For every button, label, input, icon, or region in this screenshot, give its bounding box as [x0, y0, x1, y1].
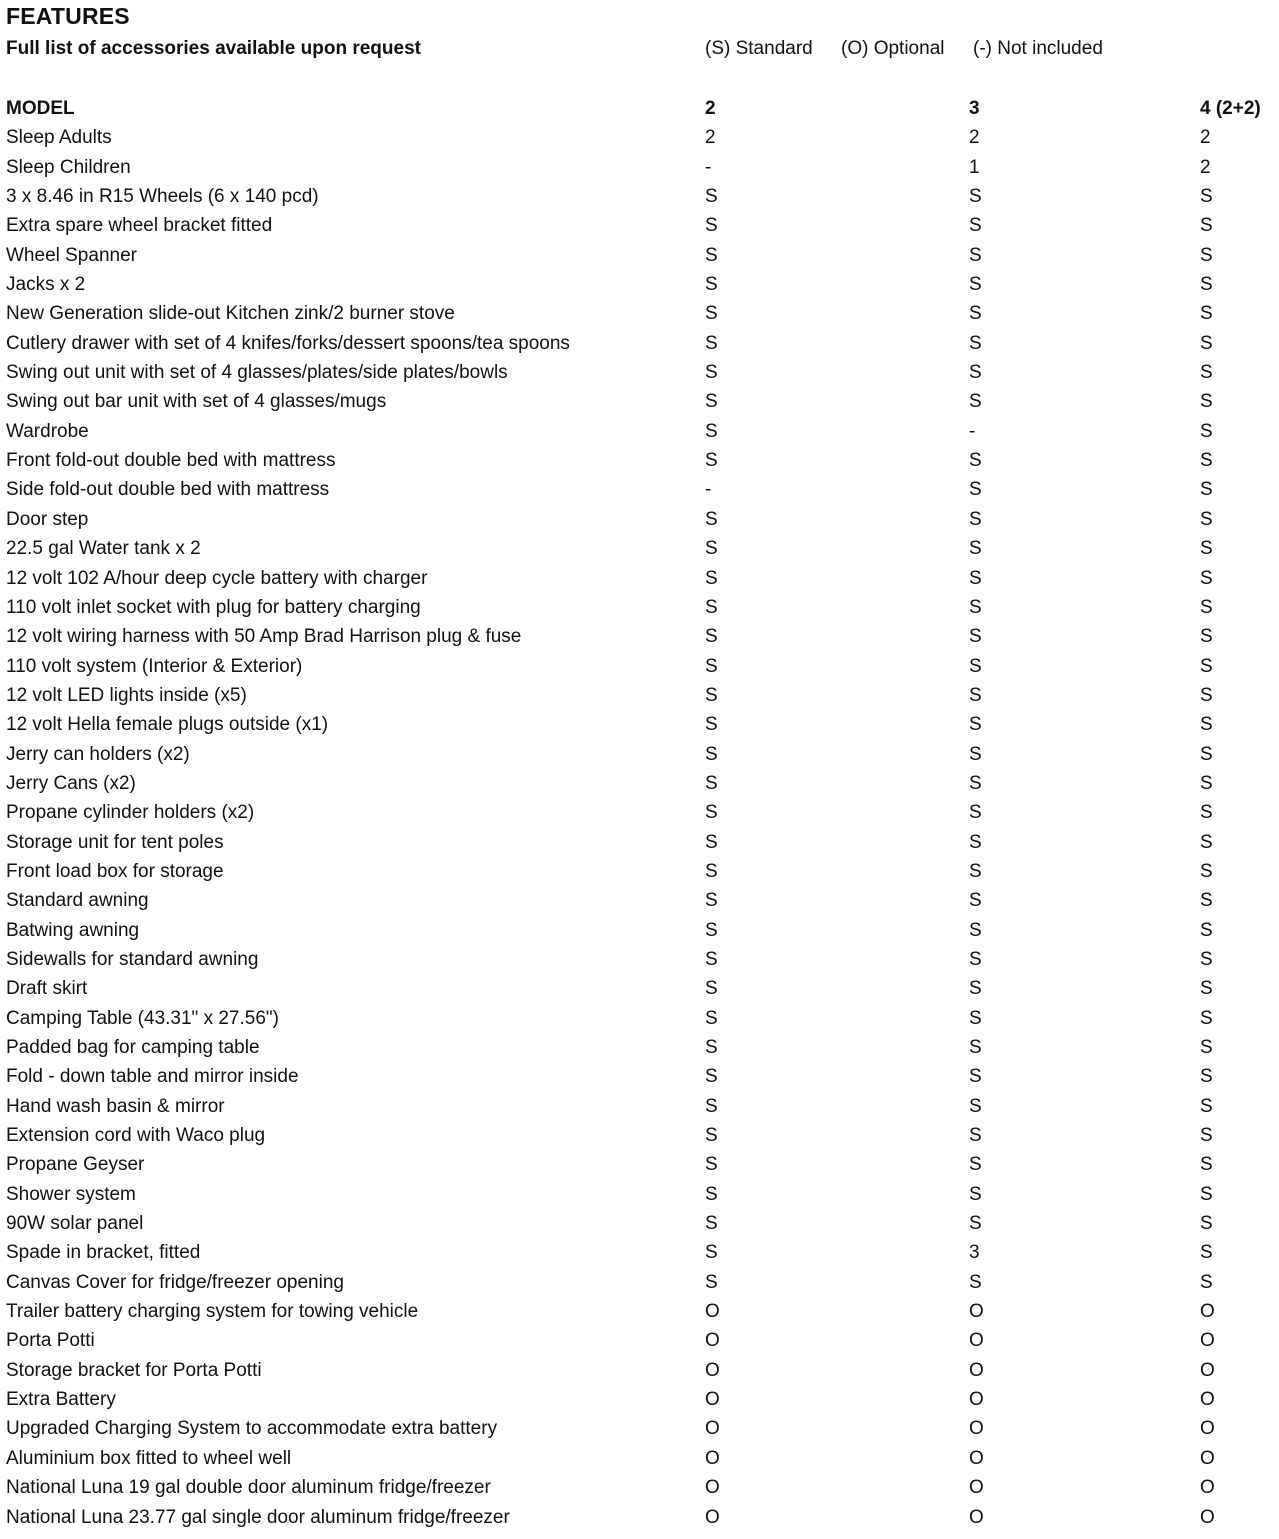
model-2-value: S	[705, 303, 718, 325]
model-2-value: S	[705, 743, 718, 765]
model-2-value: O	[705, 1447, 720, 1469]
feature-name: Storage bracket for Porta Potti	[6, 1359, 262, 1381]
model-3-value: S	[969, 714, 982, 736]
feature-name: Jacks x 2	[6, 274, 86, 296]
model-4-value: S	[1200, 1183, 1213, 1205]
table-row	[0, 211, 1279, 240]
model-2-value: S	[705, 860, 718, 882]
model-3-value: -	[969, 420, 976, 442]
table-row	[0, 1503, 1279, 1532]
model-4-value: S	[1200, 303, 1213, 325]
model-2-value: S	[705, 978, 718, 1000]
table-row	[0, 1268, 1279, 1297]
model-3-value: S	[969, 450, 982, 472]
model-4-value: S	[1200, 1242, 1213, 1264]
model-3-value: O	[969, 1506, 984, 1528]
feature-name: Wheel Spanner	[6, 244, 137, 266]
table-row	[0, 417, 1279, 446]
feature-name: Extra Battery	[6, 1389, 116, 1411]
feature-name: Padded bag for camping table	[6, 1037, 260, 1058]
model-4-value: S	[1200, 1271, 1213, 1293]
table-row	[0, 1092, 1279, 1121]
model-2-value: O	[705, 1418, 720, 1440]
feature-name: 90W solar panel	[6, 1213, 144, 1235]
model-2-value: O	[705, 1506, 720, 1528]
table-row	[0, 622, 1279, 651]
feature-name: Sidewalls for standard awning	[6, 948, 259, 970]
table-row	[0, 798, 1279, 827]
model-4-value: O	[1200, 1477, 1215, 1499]
model-2-value: O	[705, 1359, 720, 1381]
model-4-value: S	[1200, 1095, 1213, 1117]
model-3-value: S	[969, 274, 982, 296]
feature-name: Porta Potti	[6, 1330, 95, 1352]
model-4-value: S	[1200, 743, 1213, 765]
table-row	[0, 241, 1279, 270]
model-4-value: S	[1200, 684, 1213, 706]
model-3-value: S	[969, 479, 982, 501]
model-3-value: S	[969, 567, 982, 589]
feature-name: Standard awning	[6, 890, 149, 912]
table-row	[0, 1209, 1279, 1238]
model-4-value: S	[1200, 714, 1213, 736]
model-2-value: S	[705, 420, 718, 442]
model-3-value: S	[969, 1125, 982, 1147]
model-3-value: S	[969, 802, 982, 824]
model-3-value: S	[969, 508, 982, 530]
feature-name: Hand wash basin & mirror	[6, 1095, 225, 1117]
model-4-value: S	[1200, 1066, 1213, 1088]
model-2-value: S	[705, 391, 718, 413]
table-row	[0, 769, 1279, 798]
table-row	[0, 1062, 1279, 1091]
table-row	[0, 886, 1279, 915]
model-3-value: S	[969, 831, 982, 853]
model-4-value: S	[1200, 860, 1213, 882]
model-4-value: S	[1200, 596, 1213, 618]
model-2-value: S	[705, 567, 718, 589]
table-row	[0, 1297, 1279, 1326]
model-2-value: S	[705, 244, 718, 266]
feature-name: 22.5 gal Water tank x 2	[6, 538, 201, 560]
model-4-value: S	[1200, 420, 1213, 442]
model-2-value: S	[705, 1183, 718, 1205]
table-row	[0, 299, 1279, 328]
table-row	[0, 1033, 1279, 1062]
column-header-model: MODEL	[6, 98, 75, 119]
model-3-value: 1	[969, 156, 980, 178]
model-2-value: S	[705, 684, 718, 706]
model-2-value: S	[705, 626, 718, 648]
table-row	[0, 1150, 1279, 1179]
model-4-value: O	[1200, 1330, 1215, 1352]
model-4-value: O	[1200, 1506, 1215, 1528]
model-4-value: S	[1200, 274, 1213, 296]
model-3-value: S	[969, 772, 982, 794]
model-3-value: O	[969, 1447, 984, 1469]
feature-name: Storage unit for tent poles	[6, 831, 224, 853]
table-row	[0, 710, 1279, 739]
model-4-value: S	[1200, 802, 1213, 824]
table-row	[0, 1326, 1279, 1355]
model-4-value: S	[1200, 450, 1213, 472]
table-row	[0, 828, 1279, 857]
model-3-value: S	[969, 244, 982, 266]
model-3-value: S	[969, 1007, 982, 1029]
model-3-value: S	[969, 890, 982, 912]
model-3-value: S	[969, 743, 982, 765]
model-2-value: -	[705, 156, 712, 178]
model-2-value: S	[705, 596, 718, 618]
model-2-value: S	[705, 538, 718, 560]
feature-name: Batwing awning	[6, 919, 140, 941]
model-3-value: S	[969, 538, 982, 560]
table-row	[0, 564, 1279, 593]
model-3-value: 3	[969, 1242, 980, 1264]
model-3-value: S	[969, 303, 982, 325]
model-3-value: O	[969, 1418, 984, 1440]
model-2-value: S	[705, 215, 718, 237]
table-row	[0, 387, 1279, 416]
feature-name: Shower system	[6, 1183, 136, 1205]
feature-name: Jerry Cans (x2)	[6, 772, 136, 794]
feature-name: 12 volt 102 A/hour deep cycle battery with charger	[6, 567, 428, 589]
feature-name: Sleep Children	[6, 156, 131, 178]
model-3-value: S	[969, 626, 982, 648]
model-2-value: O	[705, 1477, 720, 1499]
feature-name: Propane cylinder holders (x2)	[6, 802, 255, 824]
model-4-value: S	[1200, 332, 1213, 354]
page-title: FEATURES	[6, 3, 130, 29]
model-3-value: S	[969, 919, 982, 941]
feature-name: National Luna 23.77 gal single door aluminum fridge/freezer	[6, 1506, 510, 1528]
model-2-value: S	[705, 362, 718, 384]
table-row	[0, 916, 1279, 945]
model-3-value: S	[969, 391, 982, 413]
model-4-value: S	[1200, 626, 1213, 648]
column-header-model-2: 2	[705, 98, 716, 119]
feature-name: National Luna 19 gal double door aluminum fridge/freezer	[6, 1477, 491, 1499]
model-3-value: O	[969, 1477, 984, 1499]
feature-name: Door step	[6, 508, 89, 530]
model-2-value: S	[705, 1037, 718, 1058]
table-row	[0, 1121, 1279, 1150]
model-4-value: S	[1200, 978, 1213, 1000]
model-4-value: S	[1200, 567, 1213, 589]
feature-name: 12 volt Hella female plugs outside (x1)	[6, 714, 329, 736]
feature-name: Propane Geyser	[6, 1154, 145, 1176]
model-3-value: S	[969, 215, 982, 237]
model-2-value: S	[705, 1271, 718, 1293]
model-3-value: S	[969, 978, 982, 1000]
column-header-model-3: 3	[969, 98, 980, 119]
model-4-value: 2	[1200, 127, 1211, 149]
table-row	[0, 1444, 1279, 1473]
model-2-value: -	[705, 479, 712, 501]
legend-optional: (O) Optional	[841, 38, 945, 59]
model-3-value: 2	[969, 127, 980, 149]
table-row	[0, 475, 1279, 504]
model-2-value: S	[705, 1007, 718, 1029]
feature-name: 110 volt inlet socket with plug for battery charging	[6, 596, 421, 618]
model-4-value: S	[1200, 391, 1213, 413]
model-3-value: S	[969, 1154, 982, 1176]
table-header-row	[0, 94, 1279, 123]
table-row	[0, 1004, 1279, 1033]
model-3-value: S	[969, 948, 982, 970]
model-4-value: S	[1200, 772, 1213, 794]
feature-name: Swing out unit with set of 4 glasses/plates/side plates/bowls	[6, 362, 508, 384]
model-4-value: S	[1200, 1213, 1213, 1235]
table-row	[0, 123, 1279, 152]
legend-not-included: (-) Not included	[973, 38, 1103, 59]
model-4-value: O	[1200, 1418, 1215, 1440]
model-4-value: S	[1200, 215, 1213, 237]
model-3-value: S	[969, 684, 982, 706]
table-row	[0, 652, 1279, 681]
feature-name: Cutlery drawer with set of 4 knifes/forks/dessert spoons/tea spoons	[6, 332, 570, 354]
model-4-value: S	[1200, 919, 1213, 941]
table-row	[0, 1356, 1279, 1385]
table-row	[0, 505, 1279, 534]
model-3-value: S	[969, 1037, 982, 1058]
model-2-value: S	[705, 274, 718, 296]
model-4-value: S	[1200, 1007, 1213, 1029]
table-row	[0, 740, 1279, 769]
model-3-value: S	[969, 1066, 982, 1088]
features-table	[0, 94, 1279, 1532]
model-4-value: S	[1200, 508, 1213, 530]
model-4-value: S	[1200, 655, 1213, 677]
model-3-value: S	[969, 332, 982, 354]
model-3-value: S	[969, 1213, 982, 1235]
table-row	[0, 681, 1279, 710]
model-4-value: S	[1200, 244, 1213, 266]
model-4-value: S	[1200, 479, 1213, 501]
model-3-value: O	[969, 1359, 984, 1381]
table-row	[0, 1180, 1279, 1209]
feature-name: Extension cord with Waco plug	[6, 1125, 266, 1147]
table-row	[0, 182, 1279, 211]
feature-name: Fold - down table and mirror inside	[6, 1066, 299, 1088]
feature-name: Side fold-out double bed with mattress	[6, 479, 330, 501]
model-2-value: S	[705, 1125, 718, 1147]
model-2-value: O	[705, 1301, 720, 1323]
model-2-value: S	[705, 802, 718, 824]
model-4-value: S	[1200, 890, 1213, 912]
feature-name: Draft skirt	[6, 978, 88, 1000]
feature-name: Swing out bar unit with set of 4 glasses/mugs	[6, 391, 387, 413]
model-3-value: S	[969, 596, 982, 618]
feature-name: Sleep Adults	[6, 127, 112, 149]
feature-name: 110 volt system (Interior & Exterior)	[6, 655, 303, 677]
model-3-value: S	[969, 362, 982, 384]
model-4-value: S	[1200, 186, 1213, 208]
table-row	[0, 358, 1279, 387]
feature-name: Wardrobe	[6, 420, 89, 442]
table-row	[0, 1385, 1279, 1414]
feature-name: Upgraded Charging System to accommodate extra battery	[6, 1418, 498, 1440]
model-4-value: S	[1200, 1125, 1213, 1147]
table-row	[0, 153, 1279, 182]
model-4-value: S	[1200, 831, 1213, 853]
feature-name: 12 volt LED lights inside (x5)	[6, 684, 247, 706]
model-2-value: S	[705, 450, 718, 472]
model-4-value: 2	[1200, 156, 1211, 178]
table-row	[0, 534, 1279, 563]
feature-name: Jerry can holders (x2)	[6, 743, 190, 765]
table-row	[0, 1238, 1279, 1267]
model-4-value: S	[1200, 948, 1213, 970]
table-row	[0, 1414, 1279, 1443]
model-3-value: S	[969, 186, 982, 208]
feature-name: Aluminium box fitted to wheel well	[6, 1447, 292, 1469]
model-2-value: S	[705, 332, 718, 354]
model-3-value: S	[969, 1183, 982, 1205]
page-subtitle: Full list of accessories available upon request	[6, 38, 421, 59]
feature-name: Canvas Cover for fridge/freezer opening	[6, 1271, 344, 1293]
model-4-value: O	[1200, 1389, 1215, 1411]
model-2-value: S	[705, 948, 718, 970]
model-4-value: S	[1200, 538, 1213, 560]
model-3-value: S	[969, 1271, 982, 1293]
table-row	[0, 270, 1279, 299]
feature-name: Front fold-out double bed with mattress	[6, 450, 336, 472]
model-2-value: S	[705, 714, 718, 736]
model-2-value: S	[705, 919, 718, 941]
table-row	[0, 593, 1279, 622]
model-4-value: S	[1200, 1154, 1213, 1176]
model-3-value: O	[969, 1301, 984, 1323]
feature-name: 3 x 8.46 in R15 Wheels (6 x 140 pcd)	[6, 186, 319, 208]
model-2-value: S	[705, 890, 718, 912]
model-4-value: S	[1200, 362, 1213, 384]
model-2-value: S	[705, 1095, 718, 1117]
model-2-value: 2	[705, 127, 716, 149]
feature-name: 12 volt wiring harness with 50 Amp Brad Harrison plug & fuse	[6, 626, 522, 648]
feature-name: New Generation slide-out Kitchen zink/2 burner stove	[6, 303, 455, 325]
model-3-value: O	[969, 1330, 984, 1352]
model-2-value: S	[705, 508, 718, 530]
table-row	[0, 1473, 1279, 1502]
model-2-value: S	[705, 1213, 718, 1235]
model-2-value: S	[705, 1066, 718, 1088]
model-3-value: O	[969, 1389, 984, 1411]
table-row	[0, 974, 1279, 1003]
model-4-value: O	[1200, 1301, 1215, 1323]
model-4-value: O	[1200, 1447, 1215, 1469]
table-row	[0, 857, 1279, 886]
model-2-value: S	[705, 831, 718, 853]
model-2-value: O	[705, 1389, 720, 1411]
feature-name: Extra spare wheel bracket fitted	[6, 215, 273, 237]
feature-name: Trailer battery charging system for towing vehicle	[6, 1301, 419, 1323]
legend-standard: (S) Standard	[705, 38, 813, 59]
table-row	[0, 329, 1279, 358]
column-header-model-4: 4 (2+2)	[1200, 98, 1261, 119]
feature-name: Front load box for storage	[6, 860, 224, 882]
model-2-value: S	[705, 655, 718, 677]
model-2-value: S	[705, 772, 718, 794]
model-3-value: S	[969, 860, 982, 882]
model-2-value: S	[705, 186, 718, 208]
model-2-value: S	[705, 1242, 718, 1264]
model-3-value: S	[969, 1095, 982, 1117]
model-2-value: O	[705, 1330, 720, 1352]
model-4-value: O	[1200, 1359, 1215, 1381]
feature-name: Spade in bracket, fitted	[6, 1242, 201, 1264]
table-row	[0, 446, 1279, 475]
model-2-value: S	[705, 1154, 718, 1176]
feature-name: Camping Table (43.31" x 27.56")	[6, 1007, 279, 1029]
model-4-value: S	[1200, 1037, 1213, 1058]
table-row	[0, 945, 1279, 974]
model-3-value: S	[969, 655, 982, 677]
